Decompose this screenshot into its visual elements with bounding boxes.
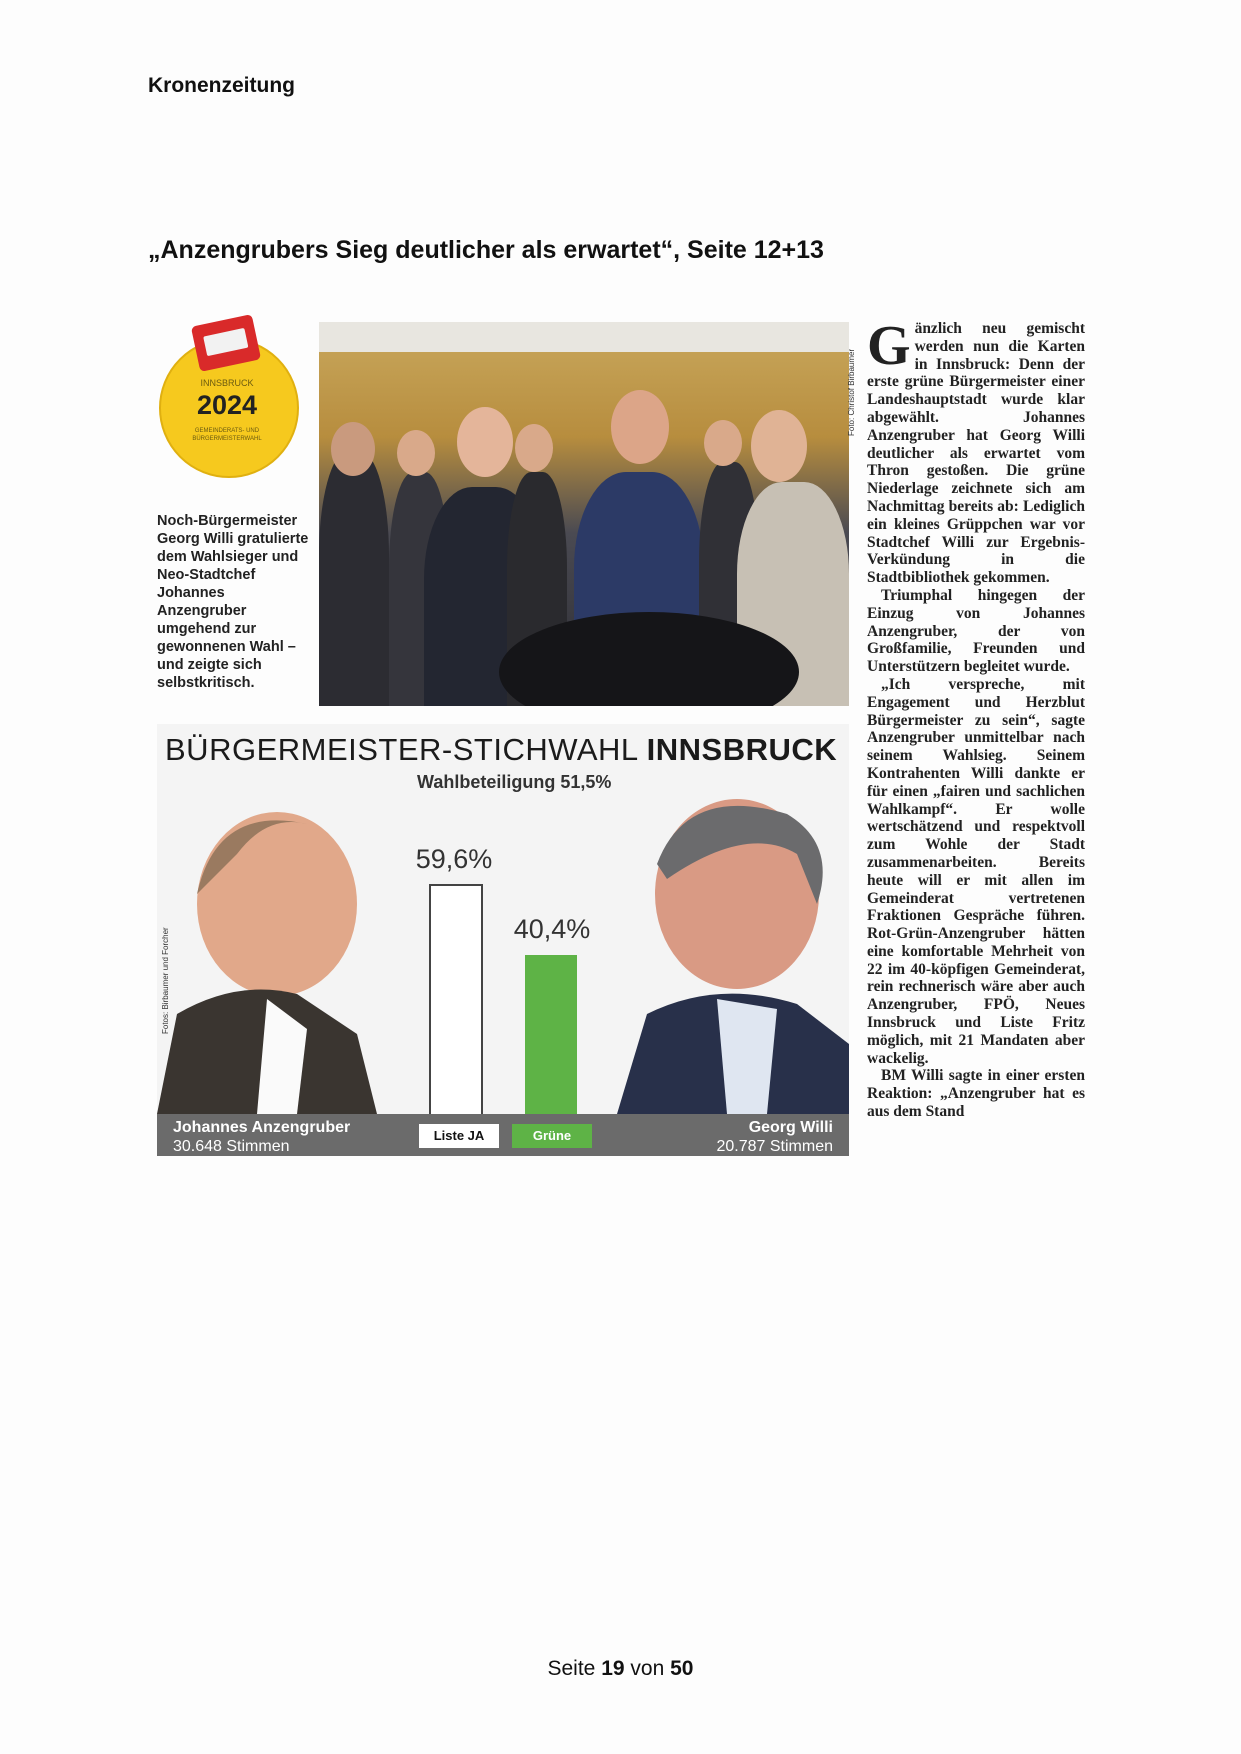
graphic-title-bold: INNSBRUCK — [646, 732, 838, 767]
right-candidate-name: Georg Willi — [748, 1119, 833, 1136]
footer-mid: von — [630, 1657, 665, 1680]
page-footer — [0, 1657, 1241, 1681]
footer-prefix: Seite — [547, 1657, 596, 1680]
left-candidate-votes: 30.648 Stimmen — [173, 1138, 290, 1155]
logo-city: INNSBRUCK — [200, 378, 254, 388]
headline: „Anzengrubers Sieg deutlicher als erwartet“, Seite 12+13 — [148, 236, 824, 264]
photo-caption: Noch-Bürgermeister Georg Willi gratulierte dem Wahlsieger und Neo-Stadtchef Johannes Anzengruber umgehend zur gewonnenen Wahl – und zeigte sich selbstkritisch. — [157, 513, 309, 691]
runoff-result-graphic — [157, 724, 849, 1156]
logo-year: 2024 — [196, 390, 258, 420]
newspaper-clipping — [157, 315, 1087, 1160]
turnout-label: Wahlbeteiligung 51,5% — [417, 772, 612, 792]
footer-page-number: 19 — [601, 1657, 625, 1680]
bar-gruene — [525, 955, 577, 1115]
party-tag-liste-ja: Liste JA — [419, 1124, 499, 1148]
logo-subtitle — [157, 427, 297, 443]
article-paragraph-1 — [867, 315, 1085, 587]
graphic-title-regular: BÜRGERMEISTER-STICHWAHL — [165, 732, 638, 767]
source-label: Kronenzeitung — [148, 74, 295, 97]
bar-label-liste-ja: 59,6% — [415, 844, 493, 874]
anzengruber-portrait — [157, 794, 407, 1114]
left-candidate — [173, 1118, 350, 1156]
article-paragraph-3: „Ich verspreche, mit Engagement und Herzblut Bürgermeister zu sein“, sagte Anzengruber unmittelbar nach seinem Wahlsieg. Seinem Kontrahenten Willi dankte er für einen „fairen und sachlichen Wahlkampf“. Er wolle wertschätzend und respektvoll zum Wohle der Stadt zusammenarbeiten. Bereits heute will er mit allen im Gemeinderat vertretenen Fraktionen Gespräche führen. Rot-Grün-Anzengruber hätten eine komfortable Mehrheit von 22 im 40-köpfigen Gemeinderat, rein rechnerisch wäre aber auch Anzengruber, FPÖ, Neues Innsbruck und Liste Fritz möglich, mit 21 Mandaten aber wackelig. — [867, 675, 1085, 1067]
willi-portrait — [607, 784, 849, 1114]
bar-liste-ja — [429, 884, 483, 1118]
logo-subtitle-1: GEMEINDERATS- UND — [194, 428, 260, 434]
logo-subtitle-2: BÜRGERMEISTERWAHL — [192, 436, 262, 442]
right-candidate — [716, 1118, 833, 1156]
bar-label-gruene: 40,4% — [513, 914, 591, 944]
footer-total: 50 — [670, 1657, 694, 1680]
article-paragraph-1-text: änzlich neu gemischt werden nun die Karten in Innsbruck: Denn der erste grüne Bürgermeister einer Landeshauptstadt wurde klar abgewählt. Johannes Anzengruber hat Georg Willi deutlicher als erwartet vom Thron gestoßen. Die grüne Niederlage zeichnete sich am Nachmittag bereits ab: Lediglich ein kleines Grüppchen war vor Stadtchef Willi zur Ergebnis-Verkündung in die Stadtbibliothek gekommen. — [867, 320, 1085, 587]
election-logo — [157, 320, 297, 470]
graphic-title — [165, 732, 837, 768]
photo-credit: Foto: Christof Birbaumer — [847, 348, 856, 436]
dropcap: G — [867, 315, 911, 377]
article-column — [867, 315, 1085, 1121]
left-candidate-name: Johannes Anzengruber — [173, 1119, 351, 1136]
article-paragraph-4: BM Willi sagte in einer ersten Reaktion: „Anzengruber hat es aus dem Stand — [867, 1067, 1085, 1121]
party-tag-gruene: Grüne — [512, 1124, 592, 1148]
graphic-credit: Fotos: Birbaumer und Forcher — [161, 927, 170, 1034]
article-paragraph-2: Triumphal hingegen der Einzug von Johannes Anzengruber, der von Großfamilie, Freunden und Unterstützern begleitet wurde. — [867, 586, 1085, 676]
right-candidate-votes: 20.787 Stimmen — [716, 1138, 833, 1155]
press-photo — [319, 322, 849, 706]
